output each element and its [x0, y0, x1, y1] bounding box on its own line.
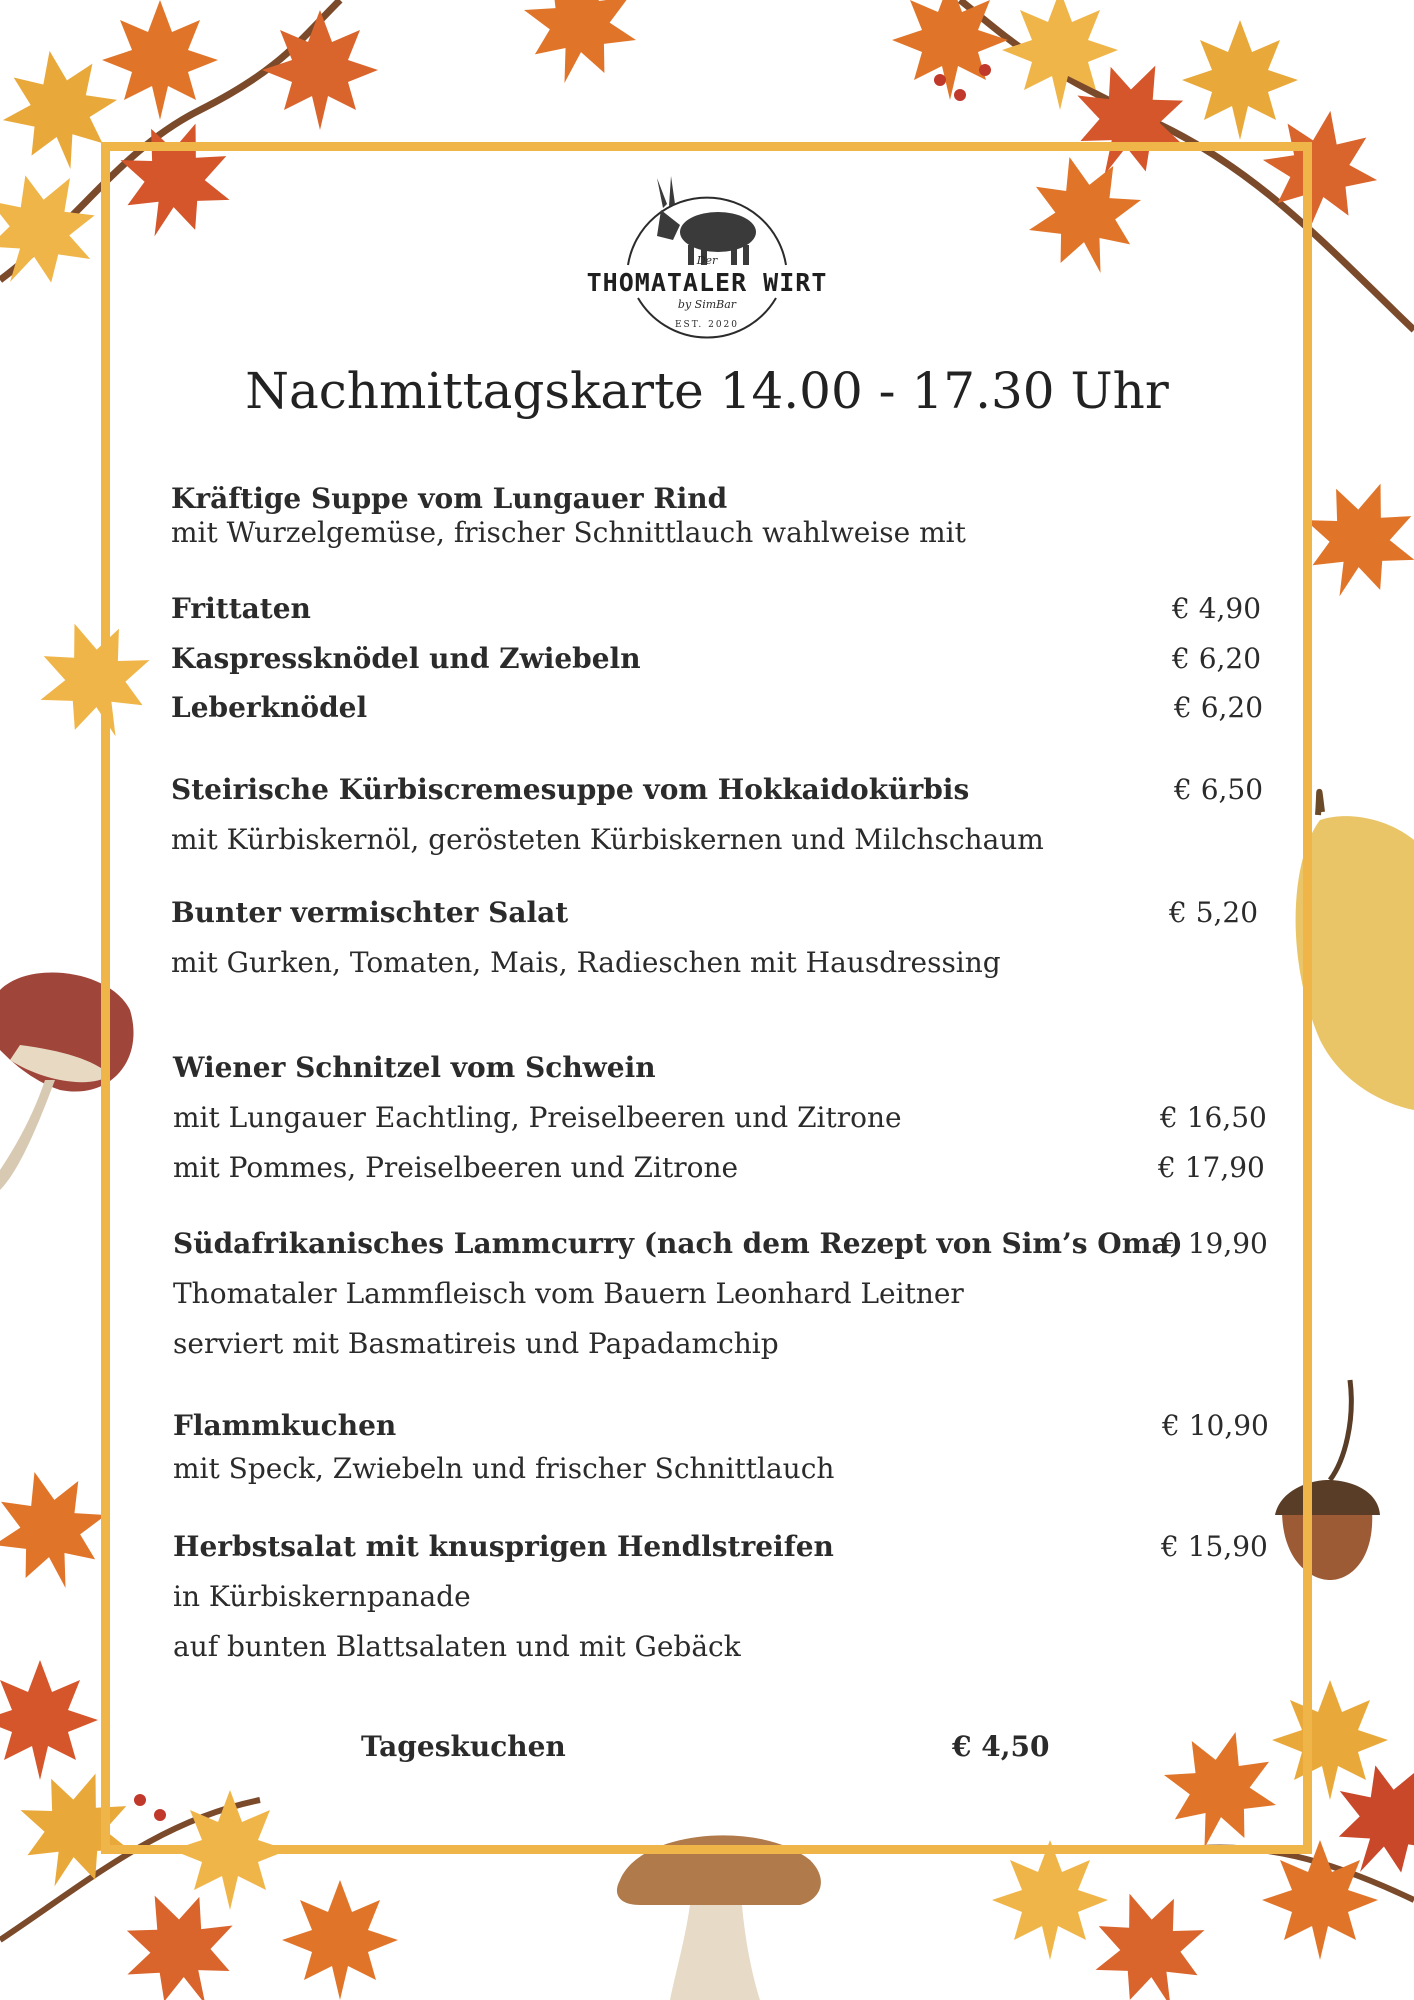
schnitzel-option-2-price: € 17,90 [1158, 1151, 1265, 1184]
logo-der: Der [696, 254, 718, 267]
schnitzel-option-2: mit Pommes, Preiselbeeren und Zitrone [173, 1151, 739, 1184]
cake-price: € 4,50 [952, 1730, 1050, 1763]
curry-price: € 19,90 [1161, 1227, 1268, 1260]
schnitzel-option-1-price: € 16,50 [1160, 1101, 1267, 1134]
curry-name: Südafrikanisches Lammcurry (nach dem Rezept von Sim’s Oma) [173, 1227, 1183, 1260]
herbstsalat-price: € 15,90 [1161, 1530, 1268, 1563]
restaurant-logo [583, 170, 831, 350]
page-title: Nachmittagskarte 14.00 - 17.30 Uhr [245, 362, 1169, 420]
logo-est: EST. 2020 [674, 320, 740, 330]
salad-desc: mit Gurken, Tomaten, Mais, Radieschen mit Hausdressing [171, 946, 1001, 979]
soup-option-frittaten-price: € 4,90 [1172, 592, 1262, 625]
soup-option-leberknoedel-price: € 6,20 [1174, 691, 1264, 724]
soup-option-kaspressknoedel-price: € 6,20 [1172, 642, 1262, 675]
herbstsalat-desc-1: in Kürbiskernpanade [173, 1580, 471, 1613]
soup-option-kaspressknoedel: Kaspressknödel und Zwiebeln [171, 642, 641, 675]
soup-name: Kräftige Suppe vom Lungauer Rind [171, 482, 728, 515]
schnitzel-name: Wiener Schnitzel vom Schwein [173, 1051, 656, 1084]
flammkuchen-price: € 10,90 [1162, 1409, 1269, 1442]
pumpkin-soup-name: Steirische Kürbiscremesuppe vom Hokkaidokürbis [171, 773, 970, 806]
pumpkin-soup-price: € 6,50 [1174, 773, 1264, 806]
salad-name: Bunter vermischter Salat [171, 896, 569, 929]
soup-option-leberknoedel: Leberknödel [171, 691, 368, 724]
logo-sub: by SimBar [677, 298, 737, 311]
salad-price: € 5,20 [1169, 896, 1259, 929]
cake-name: Tageskuchen [361, 1730, 566, 1763]
pumpkin-soup-desc: mit Kürbiskernöl, gerösteten Kürbiskernen und Milchschaum [171, 823, 1044, 856]
herbstsalat-desc-2: auf bunten Blattsalaten und mit Gebäck [173, 1630, 741, 1663]
soup-desc: mit Wurzelgemüse, frischer Schnittlauch wahlweise mit [171, 516, 966, 549]
curry-desc-1: Thomataler Lammfleisch vom Bauern Leonhard Leitner [173, 1277, 964, 1310]
curry-desc-2: serviert mit Basmatireis und Papadamchip [173, 1327, 779, 1360]
schnitzel-option-1: mit Lungauer Eachtling, Preiselbeeren und Zitrone [173, 1101, 902, 1134]
soup-option-frittaten: Frittaten [171, 592, 311, 625]
flammkuchen-desc: mit Speck, Zwiebeln und frischer Schnittlauch [173, 1452, 835, 1485]
logo-name: THOMATALER WIRT [586, 268, 828, 297]
flammkuchen-name: Flammkuchen [173, 1409, 397, 1442]
herbstsalat-name: Herbstsalat mit knusprigen Hendlstreifen [173, 1530, 834, 1563]
